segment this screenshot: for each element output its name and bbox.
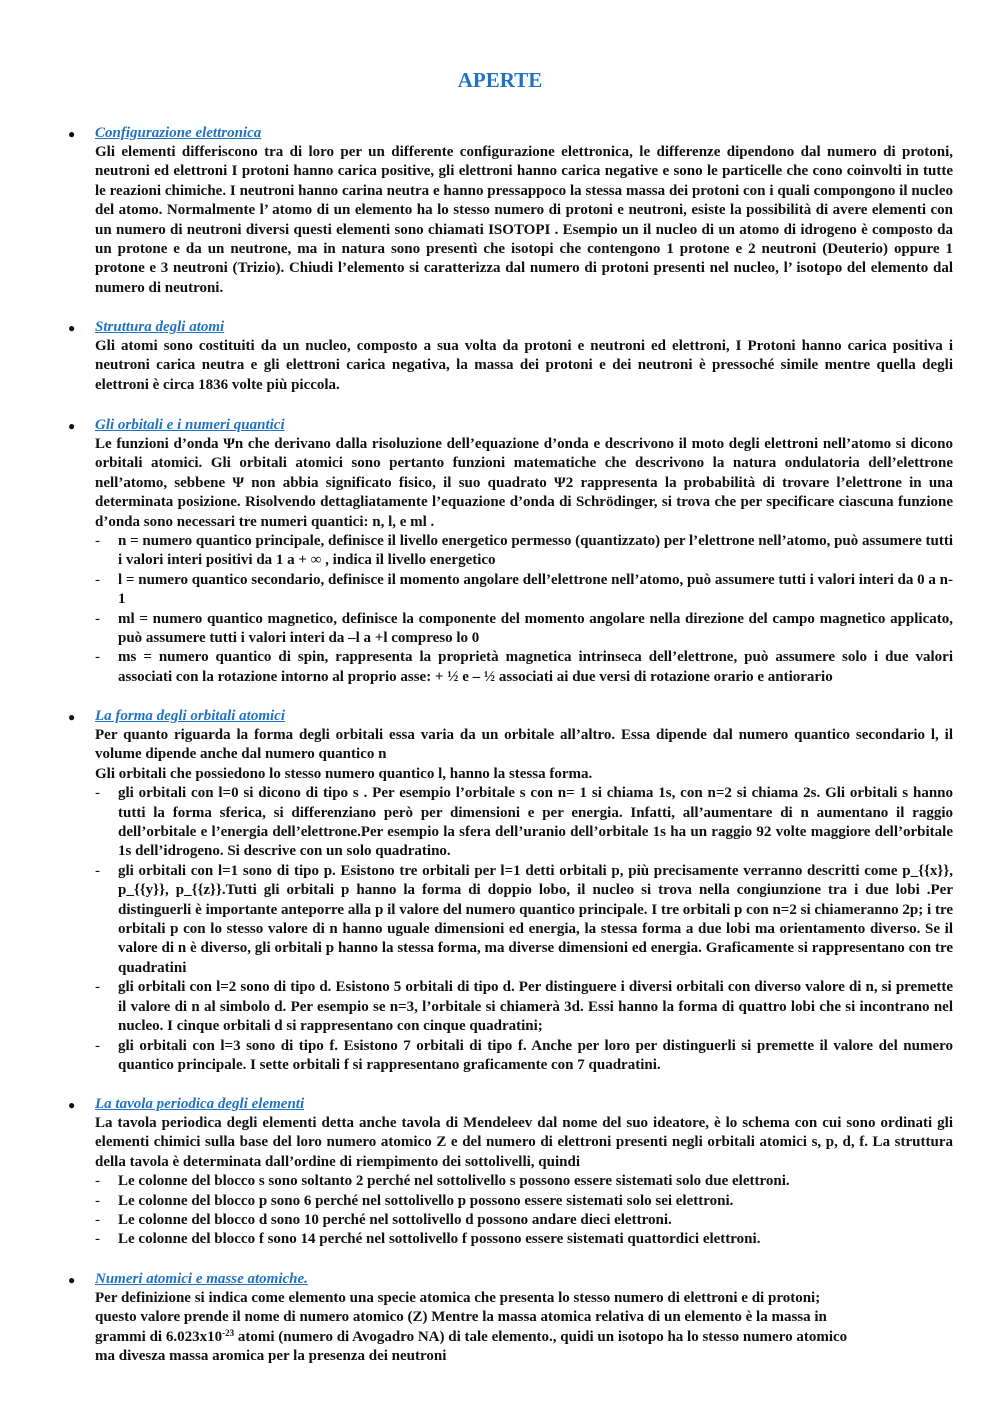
section-paragraph bbox=[95, 1289, 953, 1367]
blocks-list bbox=[95, 1172, 953, 1250]
bullet-icon: ● bbox=[68, 419, 76, 433]
section-heading: La tavola periodica degli elementi bbox=[95, 1096, 305, 1112]
list-item: - gli orbitali con l=1 sono di tipo p. Esistono tre orbitali per l=1 detti orbitali p, più precisamente verranno descritti come p_{{x}}, p_{{y}}, p_{{z}}.Tutti gli orbitali p hanno la forma di doppio lobo, il nucleo si trova nella congiunzione tra i due lobi .Per distinguerli è importante anteporre alla p il valore del numero quantico principale. I tre orbitali p con n=2 si chiameranno 2p; i tre orbitali p con lo stesso valore di n hanno uguale dimensioni ed energia, la stessa forma a due lobi ma orientamento diverso. Se il valore di n è diverso, gli orbitali p hanno la stessa forma, ma diverse dimensioni ed energia. Graficamente si rappresentano con tre quadratini bbox=[95, 862, 953, 976]
section-heading: Gli orbitali e i numeri quantici bbox=[95, 417, 285, 433]
section-heading: La forma degli orbitali atomici bbox=[95, 708, 285, 724]
list-item: - Le colonne del blocco f sono 14 perché nel sottolivello f possono essere sistemati quattordici elettroni. bbox=[95, 1230, 953, 1249]
list-item: - Le colonne del blocco s sono soltanto 2 perché nel sottolivello s possono essere sistemati solo due elettroni. bbox=[95, 1172, 953, 1191]
bullet-icon: ● bbox=[68, 710, 76, 724]
dash-icon: - bbox=[95, 649, 100, 666]
dash-icon: - bbox=[95, 533, 100, 550]
dash-icon: - bbox=[95, 571, 100, 588]
text-line: Per definizione si indica come elemento una specie atomica che presenta lo stesso numero di elettroni e di protoni; bbox=[95, 1290, 821, 1306]
dash-icon: - bbox=[95, 862, 100, 879]
list-item: - ms = numero quantico di spin, rappresenta la proprietà magnetica intrinseca dell’elettrone, può assumere solo i due valori associati con la rotazione intorno al proprio asse: + ½ e – ½ associati ai due versi di rotazione orario e antiorario bbox=[95, 649, 953, 685]
dash-icon: - bbox=[95, 1173, 100, 1190]
list-item: - n = numero quantico principale, definisce il livello energetico permesso (quantizzato) per l’elettrone nell’atomo, può assumere tutti i valori interi positivi da 1 a + ∞ , indica il livello energetico bbox=[95, 533, 953, 569]
quantum-numbers-list bbox=[95, 532, 953, 687]
section-paragraph: Gli orbitali che possiedono lo stesso numero quantico l, hanno la stessa forma. bbox=[95, 765, 593, 782]
dash-icon: - bbox=[95, 1037, 100, 1054]
list-item: - Le colonne del blocco d sono 10 perché nel sottolivello d possono andare dieci elettroni. bbox=[95, 1211, 953, 1230]
list-item: - Le colonne del blocco p sono 6 perché nel sottolivello p possono essere sistemati solo sei elettroni. bbox=[95, 1192, 953, 1211]
dash-icon: - bbox=[95, 979, 100, 996]
text-line: ma divesza massa aromica per la presenza dei neutroni bbox=[95, 1348, 447, 1365]
list-item: - gli orbitali con l=0 si dicono di tipo s . Per esempio l’orbitale s con n= 1 si chiama 1s, con n=2 si chiama 2s. Gli orbitali s hanno tutti la forma sferica, si differenziano però per dimensioni e per energia. Infatti, all’aumentare di n aumentano il raggio dell’orbitale e l’energia dell’elettrone.Per esempio la sfera dell’uranio dell’orbitale 1s ha un raggio 92 volte maggiore dell’orbitale 1s dell’idrogeno. Si descrive con un solo quadratino. bbox=[95, 785, 953, 860]
section-forma-orbitali bbox=[68, 707, 953, 1075]
section-configurazione-elettronica bbox=[68, 124, 953, 298]
section-paragraph: La tavola periodica degli elementi detta anche tavola di Mendeleev dal nome del suo ideatore, è lo schema con cui sono ordinati gli elementi chimici sulla base del loro numero atomico Z e del numero di elettroni presenti negli orbitali atomici s, p, d, f. La struttura della tavola è determinata dall’ordine di riempimento dei sottolivelli, quindi bbox=[95, 1115, 953, 1170]
bullet-icon: ● bbox=[68, 127, 76, 141]
section-heading: Struttura degli atomi bbox=[95, 319, 225, 335]
bullet-icon: ● bbox=[68, 321, 76, 335]
list-item: - ml = numero quantico magnetico, definisce la componente del momento angolare nella direzione del campo magnetico applicato, può assumere tutti i valori interi da –l a +l compreso lo 0 bbox=[95, 610, 953, 647]
exponent: -23 bbox=[222, 1327, 235, 1338]
section-orbitali-numeri-quantici bbox=[68, 416, 953, 687]
section-struttura-degli-atomi bbox=[68, 318, 953, 395]
list-item: - l = numero quantico secondario, definisce il momento angolare dell’elettrone nell’atomo, può assumere tutti i valori interi da 0 a n-1 bbox=[95, 571, 953, 608]
dash-icon: - bbox=[95, 1212, 100, 1229]
section-paragraph: Le funzioni d’onda Ψn che derivano dalla risoluzione dell’equazione d’onda e descrivono il moto degli elettroni nell’atomo si dicono orbitali atomici. Gli orbitali atomici sono pertanto funzioni matematiche che descrivono la natura ondulatoria dell’elettrone nell’atomo, sebbene Ψ non abbia significato fisico, il suo quadrato Ψ2 rappresenta la probabilità di trovare l’elettrone in una determinata posizione. Risolvendo dettagliatamente l’equazione d’onda di Schrödinger, si trova che per specificare ciascuna funzione d’onda sono necessari tre numeri quantici: n, l, e ml . bbox=[95, 436, 953, 530]
section-paragraph: Gli atomi sono costituiti da un nucleo, composto a sua volta da protoni e neutroni ed elettroni, I Protoni hanno carica positiva i neutroni carica neutra e gli elettroni carica negativa, la massa dei protoni e dei neutroni è pressoché simile mentre quella degli elettroni è circa 1836 volte più piccola. bbox=[95, 338, 953, 393]
list-item: - gli orbitali con l=2 sono di tipo d. Esistono 5 orbitali di tipo d. Per distinguere i diversi orbitali con diverso valore di n, si premette il valore di n al simbolo d. Per esempio se n=3, l’orbitale si chiamerà 3d. Essi hanno la forma di quattro lobi che si incontrano nel nucleo. I cinque orbitali d si rappresentano con cinque quadratini; bbox=[95, 979, 953, 1035]
list-item: - gli orbitali con l=3 sono di tipo f. Esistono 7 orbitali di tipo f. Anche per loro per distinguerli si premette il valore del numero quantico principale. I sette orbitali f si rappresentano graficamente con 7 quadratini. bbox=[95, 1037, 953, 1073]
dash-icon: - bbox=[95, 610, 100, 627]
bullet-icon: ● bbox=[68, 1273, 76, 1287]
section-numeri-atomici bbox=[68, 1270, 953, 1367]
dash-icon: - bbox=[95, 1231, 100, 1248]
section-heading: Numeri atomici e masse atomiche. bbox=[95, 1271, 308, 1287]
section-paragraph: Per quanto riguarda la forma degli orbitali essa varia da un orbitale all’altro. Essa dipende dal numero quantico secondario l, il volume dipende anche dal numero quantico n bbox=[95, 727, 953, 763]
section-heading: Configurazione elettronica bbox=[95, 125, 262, 141]
page-title: APERTE bbox=[457, 68, 543, 92]
dash-icon: - bbox=[95, 785, 100, 802]
text-line: grammi di $6.023x10^{-23}$ atomi (numero di Avogadro NA) di tale elemento., quidi un isotopo ha lo stesso numero atomico bbox=[95, 1327, 848, 1345]
bullet-icon: ● bbox=[68, 1098, 76, 1112]
text-line: questo valore prende il nome di numero atomico (Z) Mentre la massa atomica relativa di un elemento è la massa in bbox=[95, 1309, 827, 1326]
section-tavola-periodica bbox=[68, 1095, 953, 1250]
orbital-types-list bbox=[95, 784, 953, 1075]
section-paragraph: Gli elementi differiscono tra di loro per un differente configurazione elettronica, le differenze dipendono dal numero di protoni, neutroni ed elettroni I protoni hanno carica positive, gli elettroni hanno carica negative e sono le particelle che cono coinvolti in tutte le reazioni chimiche. I neutroni hanno carina neutra e hanno pressappoco la stessa massa dei protoni con i quali compongono il nucleo del atomo. Normalmente l’ atomo di un elemento ha lo stesso numero di protoni e neutroni, esiste la possibilità di avere elementi con un numero di neutroni diversi questi elementi sono chiamati ISOTOPI . Esempio un il nucleo di un atomo di idrogeno è composto da un protone e da un neutrone, ma in natura sono presentì che isotopi che contengono 1 protone e 2 neutroni (Deuterio) oppure 1 protone e 3 neutroni (Trizio). Chiudi l’elemento si caratterizza dal numero di protoni presenti nel nucleo, l’ isotopo del elemento dal numero di neutroni. bbox=[95, 144, 953, 296]
dash-icon: - bbox=[95, 1192, 100, 1209]
